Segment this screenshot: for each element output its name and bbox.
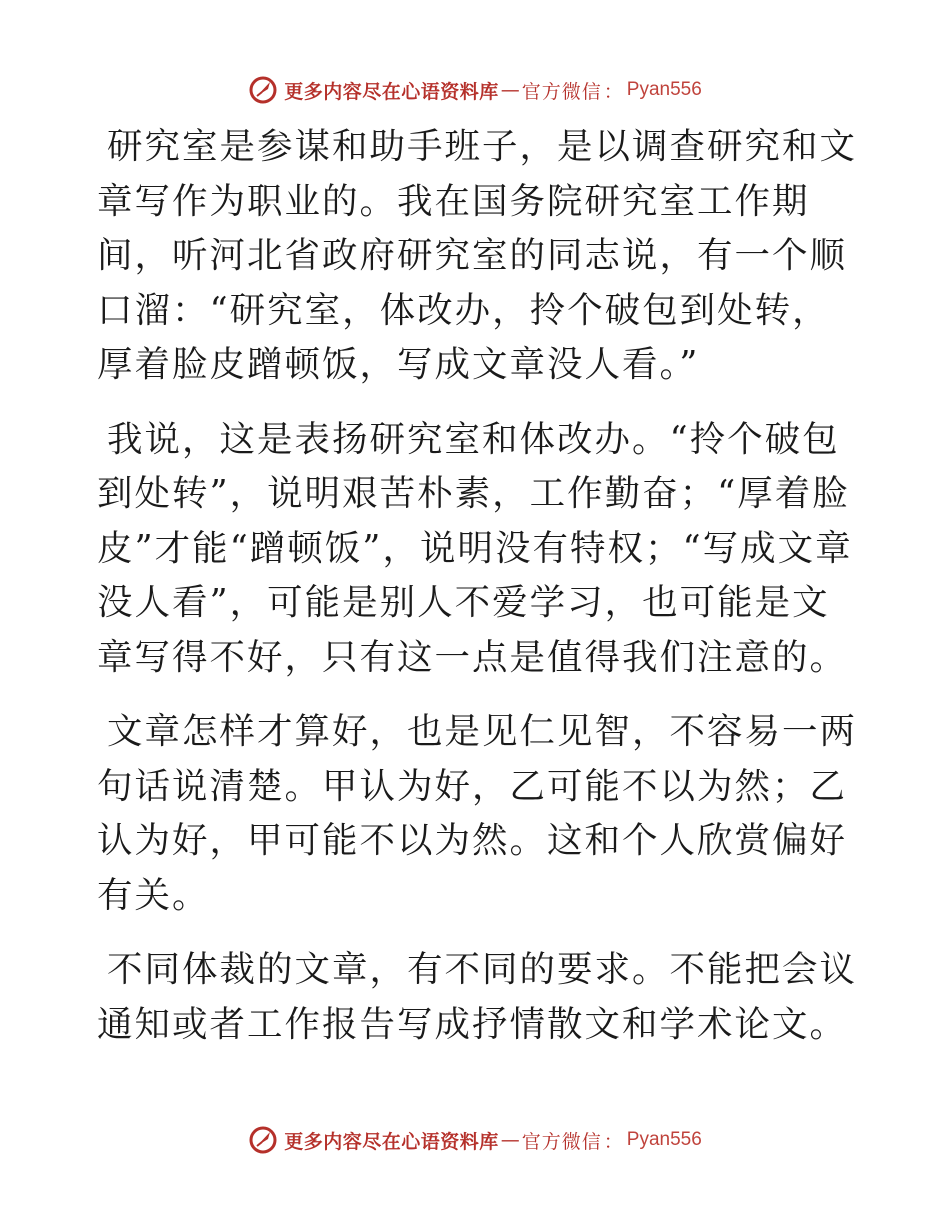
paragraph-1: 研究室是参谋和助手班子，是以调查研究和文章写作为职业的。我在国务院研究室工作期间，听河北省政府研究室的同志说，有一个顺口溜：“研究室，体改办，拎个破包到处转，厚着脸皮蹭顿饭，写成文章没人看。”: [97, 126, 858, 385]
footer-dash: —: [500, 1129, 520, 1151]
header-separator: ：: [603, 80, 623, 103]
paragraph-3: 文章怎样才算好，也是见仁见智，不容易一两句话说清楚。甲认为好，乙可能不以为然；乙认为好，甲可能不以为然。这和个人欣赏偏好有关。: [97, 711, 858, 916]
paragraph-4: 不同体裁的文章，有不同的要求。不能把会议通知或者工作报告写成抒情散文和学术论文。: [97, 949, 858, 1045]
header-banner: [0, 70, 950, 110]
header-site-name: 更多内容尽在心语资料库: [284, 80, 499, 103]
header-dash: —: [500, 79, 520, 101]
header-wechat-handle: Pyan556: [626, 79, 702, 100]
footer-site-name: 更多内容尽在心语资料库: [284, 1130, 499, 1153]
document-body: [97, 120, 857, 1072]
footer-wechat-handle: Pyan556: [626, 1129, 702, 1150]
footer-separator: ：: [603, 1130, 623, 1153]
footer-banner: [0, 1120, 950, 1160]
footer-wechat-label: 官方微信: [521, 1130, 602, 1153]
paragraph-2: 我说，这是表扬研究室和体改办。“拎个破包到处转”，说明艰苦朴素，工作勤奋；“厚着脸皮”才能“蹭顿饭”，说明没有特权；“写成文章没人看”，可能是别人不爱学习，也可能是文章写得不好，只有这一点是值得我们注意的。: [97, 418, 853, 678]
quill-logo-icon: [248, 75, 278, 105]
quill-logo-icon: [248, 1125, 278, 1155]
header-wechat-label: 官方微信: [521, 80, 602, 103]
